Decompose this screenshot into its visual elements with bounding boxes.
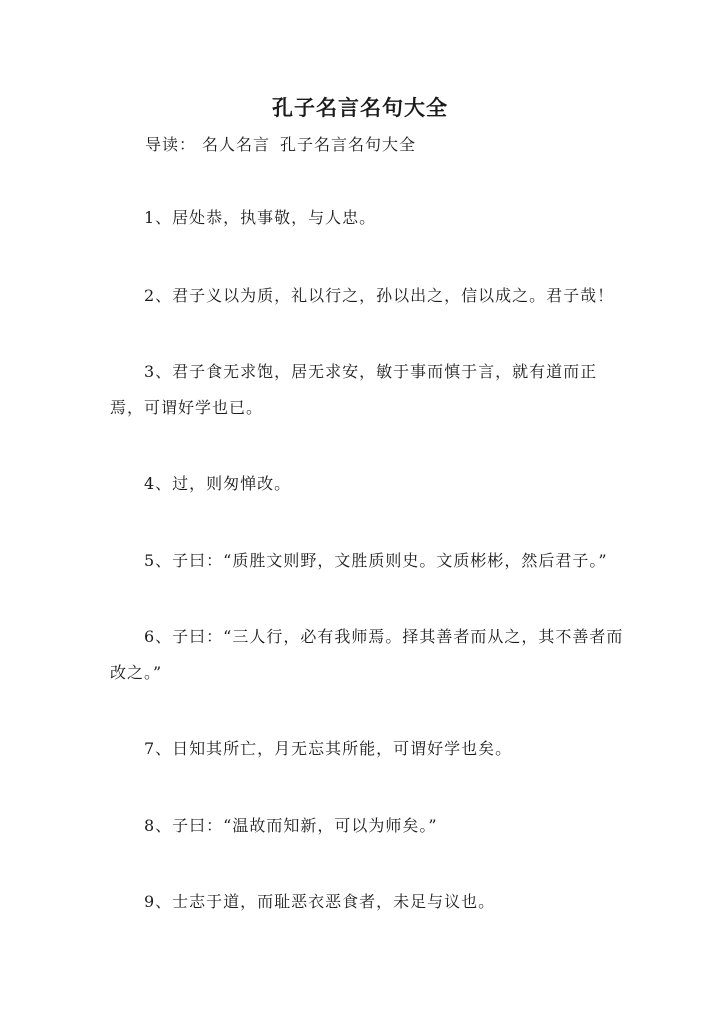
quote-paragraph-7: 7、日知其所亡，月无忘其所能，可谓好学也矣。 — [144, 739, 513, 758]
quote-paragraph-1: 1、居处恭，执事敬，与人忠。 — [144, 208, 377, 227]
quote-paragraph-9: 9、士志于道，而耻恶衣恶食者，未足与议也。 — [144, 892, 496, 911]
intro-tag-celebrity-quotes: 名人名言 — [202, 135, 271, 154]
quote-paragraph-3: 3、君子食无求饱，居无求安，敏于事而慎于言，就有道而正焉，可谓好学也已。 — [110, 362, 598, 417]
quote-paragraph-8: 8、子曰：“温故而知新，可以为师矣。” — [144, 816, 438, 835]
quote-paragraph-5: 5、子曰：“质胜文则野，文胜质则史。文质彬彬，然后君子。” — [144, 551, 608, 570]
intro-line — [145, 132, 416, 155]
quote-paragraph-6: 6、子曰：“三人行，必有我师焉。择其善者而从之，其不善者而改之。” — [110, 627, 624, 682]
intro-tag-confucius-quotes: 孔子名言名句大全 — [280, 135, 417, 154]
document-title: 孔子名言名句大全 — [272, 95, 448, 120]
intro-label: 导读： — [145, 135, 197, 154]
quote-paragraph-2: 2、君子义以为质，礼以行之，孙以出之，信以成之。君子哉！ — [144, 286, 615, 305]
quote-paragraph-4: 4、过，则匆惮改。 — [144, 474, 292, 493]
